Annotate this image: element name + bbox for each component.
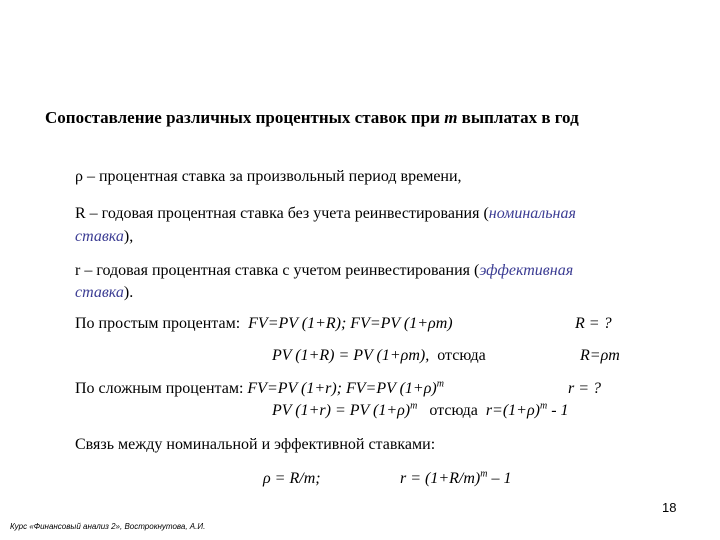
slide-title: Сопоставление различных процентных ставок при m выплатах в год — [45, 108, 579, 127]
final-formula-r-base: r = (1+R/m) — [400, 470, 481, 487]
compound-formula2b: r=(1+ρ) — [485, 402, 540, 419]
definition-rho: ρ – процентная ставка за произвольный период времени, — [75, 168, 462, 185]
compound-formula2a: PV (1+r) = PV (1+ρ) — [272, 402, 411, 419]
compound-interest-line2 — [272, 402, 569, 420]
simple-answer: R=ρm — [580, 347, 620, 364]
definition-R-line2 — [75, 228, 133, 246]
final-formula-r-tail: – 1 — [487, 470, 512, 487]
compound-label: По сложным процентам: — [75, 380, 244, 397]
simple-interest-line1 — [75, 315, 453, 333]
definition-r-line2 — [75, 284, 133, 302]
final-formula-rho: ρ = R/m; — [263, 470, 321, 487]
definition-R-line1 — [75, 205, 576, 223]
definition-r-line1 — [75, 262, 573, 280]
simple-question: R = ? — [575, 315, 612, 332]
nominal-rate-term-2: ставка — [75, 228, 124, 245]
compound-exp-3: m — [539, 400, 548, 412]
final-formula-r — [400, 470, 511, 488]
compound-otsyuda: отсюда — [429, 402, 478, 419]
simple-formula1: FV=PV (1+R); FV=PV (1+ρm) — [248, 315, 453, 332]
link-heading: Связь между номинальной и эффективной ставками: — [75, 436, 436, 453]
definition-R-text: R – годовая процентная ставка без учета реинвестирования ( — [75, 205, 489, 222]
compound-interest-line1 — [75, 380, 444, 398]
compound-question: r = ? — [568, 380, 602, 397]
final-exp: m — [480, 468, 488, 480]
definition-r-text: r – годовая процентная ставка с учетом реинвестирования ( — [75, 262, 480, 279]
definition-r-tail: ). — [123, 284, 134, 301]
compound-exp-1: m — [436, 378, 444, 390]
nominal-rate-term: номинальная — [488, 205, 576, 222]
effective-rate-term-2: ставка — [75, 284, 124, 301]
compound-formula2c: - 1 — [547, 402, 569, 419]
effective-rate-term: эффективная — [479, 262, 574, 279]
page-number: 18 — [662, 500, 677, 515]
simple-otsyuda: отсюда — [437, 347, 486, 364]
footer-course-label: Курс «Финансовый анализ 2», Вострокнутова, А.И. — [10, 522, 206, 531]
simple-label: По простым процентам: — [75, 315, 241, 332]
title-variable-m: m — [444, 108, 458, 127]
compound-exp-2: m — [410, 400, 418, 412]
definition-R-tail: ), — [123, 228, 134, 245]
compound-formula1: FV=PV (1+r); FV=PV (1+ρ) — [247, 380, 437, 397]
simple-formula2: PV (1+R) = PV (1+ρm), — [272, 347, 430, 364]
simple-interest-line2 — [272, 347, 486, 365]
